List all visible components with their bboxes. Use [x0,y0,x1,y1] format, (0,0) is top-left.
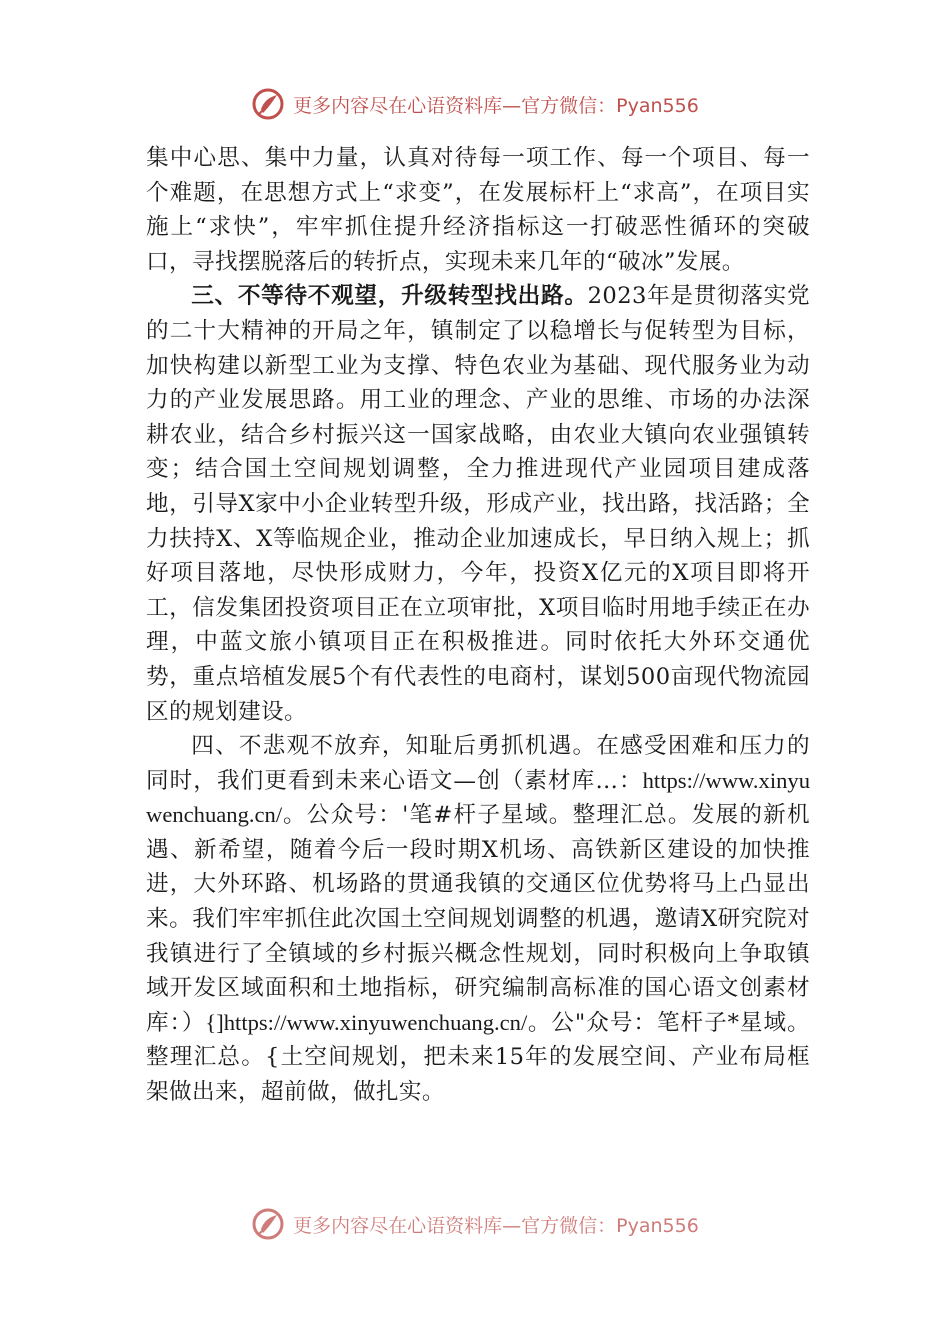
watermark-logo-icon [251,1207,285,1241]
paragraph-3-text-c: 。公"众号：笔杆子*星域。整理汇总。{土空间规划，把未来15年的发展空间、产业布局框架做出来，超前做，做扎实。 [146,1009,810,1106]
url-text-1: https://www.xinyuwenchuang.cn/ [146,767,810,828]
paragraph-3-text-b: 。公众号：'笔#杆子星域。整理汇总。发展的新机遇、新希望，随着今后一段时期X机场、高铁新区建设的加快推进，大外环路、机场路的贯通我镇的交通区位优势将马上凸显出来。我们牢牢抓住此次国土空间规划调整的机遇，邀请X研究院对我镇进行了全镇域的乡村振兴概念性规划，同时积极向上争取镇域开发区域面积和土地指标，研究编制高标准的国心语文创素材库：） [146,802,810,1036]
document-body [146,141,810,1110]
watermark-text: 更多内容尽在心语资料库—官方微信：Pyan556 [293,94,699,117]
paragraph-3 [146,729,810,1110]
paragraph-3-text-a: 四、不悲观不放弃，知耻后勇抓机遇。在感受困难和压力的同时，我们更看到未来心语文—创（素材库…： [146,733,810,794]
url-text-2: {]https://www.xinyuwenchuang.cn/ [205,1009,528,1035]
paragraph-2-text: 2023年是贯彻落实党的二十大精神的开局之年，镇制定了以稳增长与促转型为目标，加快构建以新型工业为支撑、特色农业为基础、现代服务业为动力的产业发展思路。用工业的理念、产业的思维、市场的办法深耕农业，结合乡村振兴这一国家战略，由农业大镇向农业强镇转变；结合国土空间规划调整，全力推进现代产业园项目建成落地，引导X家中小企业转型升级，形成产业，找出路，找活路；全力扶持X、X等临规企业，推动企业加速成长，早日纳入规上；抓好项目落地，尽快形成财力，今年，投资X亿元的X项目即将开工，信发集团投资项目正在立项审批，X项目临时用地手续正在办理，中蓝文旅小镇项目正在积极推进。同时依托大外环交通优势，重点培植发展5个有代表性的电商村，谋划500亩现代物流园区的规划建设。 [146,283,810,725]
paragraph-2 [146,279,810,729]
paragraph-1-text: 集中心思、集中力量，认真对待每一项工作、每一个项目、每一个难题，在思想方式上“求变”，在发展标杆上“求高”，在项目实施上“求快”，牢牢抓住提升经济指标这一打破恶性循环的突破口，寻找摆脱落后的转折点，实现未来几年的“破冰”发展。 [146,145,810,275]
header-watermark [0,84,950,124]
watermark-text: 更多内容尽在心语资料库—官方微信：Pyan556 [293,1214,699,1237]
section-heading-3: 三、不等待不观望，升级转型找出路。 [191,283,588,310]
footer-watermark [0,1204,950,1244]
watermark-logo-icon [251,87,285,121]
paragraph-1 [146,141,810,279]
